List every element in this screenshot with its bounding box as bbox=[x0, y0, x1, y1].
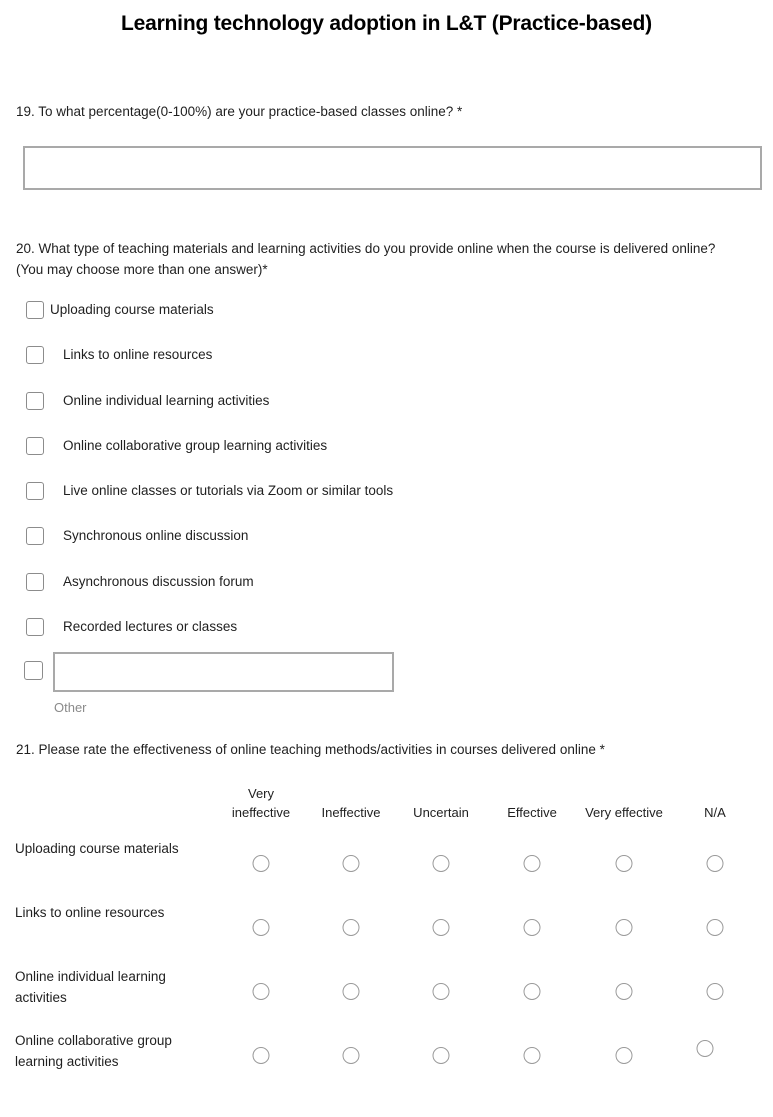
matrix-header-row bbox=[0, 782, 773, 830]
radio-effective[interactable] bbox=[524, 1047, 541, 1064]
matrix-column-header-na: N/A bbox=[704, 805, 726, 820]
matrix-column-header-very-effective: Very effective bbox=[585, 805, 663, 820]
checkbox-option-asynchronous-discussion-forum[interactable] bbox=[0, 568, 773, 613]
checkbox-option-synchronous-online-discussion[interactable] bbox=[0, 522, 773, 567]
radio-ineffective[interactable] bbox=[343, 855, 360, 872]
radio-uncertain[interactable] bbox=[433, 1047, 450, 1064]
radio-uncertain[interactable] bbox=[433, 983, 450, 1000]
radio-na[interactable] bbox=[707, 855, 724, 872]
checkbox-label: Online individual learning activities bbox=[63, 392, 270, 408]
checkbox-label: Recorded lectures or classes bbox=[63, 619, 238, 635]
checkbox-option-online-individual-learning-activities[interactable] bbox=[0, 387, 773, 432]
radio-effective[interactable] bbox=[524, 855, 541, 872]
radio-na[interactable] bbox=[707, 983, 724, 1000]
radio-very-ineffective[interactable] bbox=[253, 1047, 270, 1064]
radio-very-effective[interactable] bbox=[616, 855, 633, 872]
checkbox-icon[interactable] bbox=[26, 618, 44, 636]
question-21-matrix bbox=[0, 782, 773, 1086]
checkbox-label: Live online classes or tutorials via Zoom or similar tools bbox=[63, 483, 394, 499]
radio-ineffective[interactable] bbox=[343, 1047, 360, 1064]
checkbox-icon[interactable] bbox=[26, 301, 44, 319]
radio-uncertain[interactable] bbox=[433, 919, 450, 936]
checkbox-label: Online collaborative group learning activities bbox=[63, 437, 328, 453]
question-19-label: 19. To what percentage(0-100%) are your practice-based classes online? * bbox=[16, 104, 463, 119]
page-title: Learning technology adoption in L&T (Practice-based) bbox=[121, 12, 652, 35]
radio-uncertain[interactable] bbox=[433, 855, 450, 872]
checkbox-label: Asynchronous discussion forum bbox=[63, 573, 254, 589]
radio-effective[interactable] bbox=[524, 983, 541, 1000]
radio-ineffective[interactable] bbox=[343, 983, 360, 1000]
radio-very-effective[interactable] bbox=[616, 1047, 633, 1064]
checkbox-option-online-collaborative-group-learning-activities[interactable] bbox=[0, 432, 773, 477]
checkbox-option-links-to-online-resources[interactable] bbox=[0, 341, 773, 386]
matrix-column-header-uncertain: Uncertain bbox=[413, 805, 469, 820]
checkbox-icon[interactable] bbox=[26, 392, 44, 410]
matrix-row-online-collaborative-group-learning-activities bbox=[0, 1022, 773, 1086]
checkbox-option-live-online-classes[interactable] bbox=[0, 477, 773, 522]
matrix-column-header-line2: ineffective bbox=[231, 805, 291, 820]
matrix-row-label: Online collaborative group learning activities bbox=[15, 1033, 172, 1069]
matrix-row-label: Links to online resources bbox=[15, 905, 165, 920]
checkbox-icon[interactable] bbox=[26, 573, 44, 591]
matrix-column-header-line1: Very bbox=[247, 786, 274, 801]
other-text-input[interactable] bbox=[53, 652, 394, 692]
question-20-options bbox=[0, 296, 773, 658]
checkbox-label: Uploading course materials bbox=[50, 302, 214, 317]
radio-na[interactable] bbox=[697, 1040, 714, 1057]
checkbox-icon[interactable] bbox=[26, 482, 44, 500]
checkbox-icon[interactable] bbox=[26, 527, 44, 545]
checkbox-label: Links to online resources bbox=[63, 347, 213, 363]
checkbox-icon[interactable] bbox=[26, 346, 44, 364]
other-caption: Other bbox=[54, 700, 87, 715]
matrix-row-links-to-online-resources bbox=[0, 894, 773, 958]
matrix-row-online-individual-learning-activities bbox=[0, 958, 773, 1022]
checkbox-option-uploading-course-materials[interactable] bbox=[0, 296, 773, 341]
matrix-row-label: Online individual learning activities bbox=[15, 969, 166, 1005]
question-19-percentage-input[interactable] bbox=[23, 146, 762, 190]
question-21-label: 21. Please rate the effectiveness of online teaching methods/activities in courses delivered online * bbox=[16, 742, 605, 757]
radio-na[interactable] bbox=[707, 919, 724, 936]
checkbox-icon[interactable] bbox=[24, 661, 43, 680]
radio-very-effective[interactable] bbox=[616, 983, 633, 1000]
radio-very-ineffective[interactable] bbox=[253, 919, 270, 936]
question-20-label: 20. What type of teaching materials and learning activities do you provide online when the course is delivered online? (You may choose more than one answer)* bbox=[16, 241, 716, 277]
checkbox-icon[interactable] bbox=[26, 437, 44, 455]
matrix-column-header-effective: Effective bbox=[507, 805, 557, 820]
checkbox-option-other[interactable] bbox=[0, 652, 773, 722]
radio-ineffective[interactable] bbox=[343, 919, 360, 936]
radio-effective[interactable] bbox=[524, 919, 541, 936]
checkbox-label: Synchronous online discussion bbox=[63, 528, 249, 544]
radio-very-ineffective[interactable] bbox=[253, 855, 270, 872]
radio-very-effective[interactable] bbox=[616, 919, 633, 936]
matrix-row-uploading-course-materials bbox=[0, 830, 773, 894]
matrix-column-header-very-ineffective bbox=[218, 784, 304, 822]
matrix-column-header-ineffective: Ineffective bbox=[321, 805, 381, 820]
matrix-row-label: Uploading course materials bbox=[15, 841, 179, 856]
radio-very-ineffective[interactable] bbox=[253, 983, 270, 1000]
